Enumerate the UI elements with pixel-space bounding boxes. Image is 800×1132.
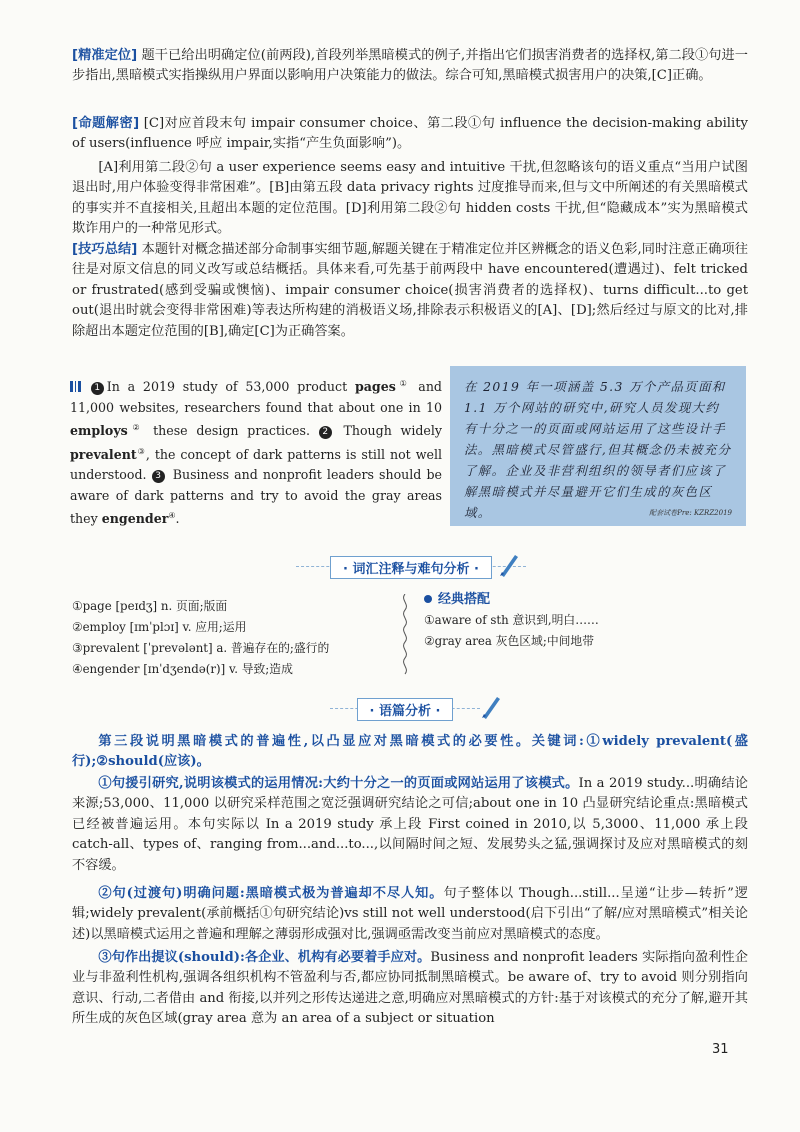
section-tag: [技巧总结] (72, 242, 138, 257)
passage-text: In a 2019 study of 53,000 product (106, 379, 355, 395)
vocab-item: ③prevalent [ˈprevələnt] a. 普遍存在的;盛行的 (72, 641, 330, 655)
analysis-sentence-2 (72, 884, 748, 945)
pen-icon (480, 693, 502, 719)
paragraph-question-decode (72, 114, 748, 155)
passage-text: Though widely (334, 423, 443, 439)
paragraph-distractors (72, 158, 748, 240)
page-number: 31 (712, 1042, 729, 1057)
paragraph-text: 题干已给出明确定位(前两段),首段列举黑暗模式的例子,并指出它们损害消费者的选择权,第二段①句进一步指出,黑暗模式实指操纵用户界面以影响用户决策能力的做法。综合可知,黑暗模式损害用户的决策,[C]正确。 (72, 48, 748, 84)
analysis-lead: ①句援引研究,说明该模式的运用情况:大约十分之一的页面或网站运用了该模式。 (98, 776, 579, 791)
vocab-word: pages (354, 379, 396, 395)
vocab-word: prevalent (70, 446, 137, 462)
ornamental-divider (400, 594, 410, 678)
analysis-text: 句子整体以 Though...still...呈递“让步—转折”逻辑;widely prevalent(承前概括①句研究结论)vs still not well understood(启下引出“了解/应对黑暗模式”相关论述)以黑暗模式运用之普遍和理解之薄弱形成强对比,强调亟需改变当前应对黑暗模式的态度。 (72, 886, 748, 942)
vocab-item: ④engender [ɪnˈdʒendə(r)] v. 导致;造成 (72, 662, 293, 676)
analysis-sentence-3 (72, 948, 748, 1030)
paragraph-text: [C]对应首段末句 impair consumer choice、第二段①句 influence the decision-making ability of users(influence 呼应 impair,实指“产生负面影响”)。 (72, 116, 748, 152)
sentence-number: 3 (152, 470, 165, 483)
bullet-icon (424, 595, 432, 603)
vocab-section-banner (296, 555, 526, 579)
paragraph-text: 本题针对概念描述部分命制事实细节题,解题关键在于精准定位并区辨概念的语义色彩,同时注意正确项往往是对原文信息的同义改写或总结概括。具体来看,可先基于前两段中 have encountered(遭遇过)、felt tricked or frustrated(感到受骗或懊恼)、impair consumer choice(损害消费者的选择权)、turns difficult...to get out(退出时就会变得非常困难)等表达所构建的消极语义场,排除表示积极语义的[A]、[D];然后经过与原文的比对,排除超出本题定位范围的[B],确定[C]为正确答案。 (72, 242, 748, 339)
vocab-word: employs (70, 423, 128, 439)
vocab-list (72, 596, 392, 680)
passage-text: . (175, 511, 180, 527)
analysis-text: Business and nonprofit leaders 实际指向盈利性企业与非盈利性机构,强调各组织机构不管盈利与否,都应协同抵制黑暗模式。be aware of、try to avoid 则分别指向意识、行动,二者借由 and 衔接,以并列之形传达递进之意,明确应对黑暗模式的方针:基于对该模式的充分了解,避开其所生成的灰色区域(gray area 意为 an area of a subject or situation (72, 950, 748, 1027)
section-tag: [命题解密] (72, 116, 140, 131)
sentence-number: 1 (91, 382, 104, 395)
vocab-item: ①page [peɪdʒ] n. 页面;版面 (72, 599, 228, 613)
collocation-title: 经典搭配 (438, 592, 491, 607)
passage-text: these design practices. (144, 423, 310, 439)
banner-title: · 语篇分析 · (357, 698, 454, 721)
analysis-text: In a 2019 study...明确结论来源;53,000、11,000 以研究采样范围之宽泛强调研究结论之可信;about one in 10 凸显研究结论重点:黑暗模式已经被普遍运用。本句实际以 In a 2019 study 承上段 First coined in 2010,以 5,3000、11,000 承上段 catch-all、types of、ranging from...and...to...,以间隔时间之短、发展势头之猛,强调探讨及应对黑暗模式的刻不容缓。 (72, 776, 748, 873)
footnote-mark: ④ (168, 511, 176, 520)
english-passage (70, 374, 442, 530)
collocation-section (424, 589, 744, 652)
translation-text: 在 2019 年一项涵盖 5.3 万个产品页面和 1.1 万个网站的研究中,研究人员发现大约有十分之一的页面或网站运用了这些设计手法。黑暗模式尽管盛行,但其概念仍未被充分了解。企业及非营利组织的领导者们应该了解黑暗模式并尽量避开它们生成的灰色区域。 (464, 379, 732, 520)
footnote-mark: ① (395, 379, 411, 388)
analysis-lead: ②句(过渡句)明确问题:黑暗模式极为普遍却不尽人知。 (98, 886, 444, 901)
translation-credit: 配套试卷Pre: KZRZ2019 (649, 509, 732, 517)
analysis-lead: ③句作出提议(should):各企业、机构有必要着手应对。 (98, 950, 431, 965)
discourse-section-banner (330, 697, 480, 721)
passage-text: Business and nonprofit leaders should be aware of dark patterns and try to avoid the gray areas they (70, 467, 442, 527)
pen-icon (498, 551, 520, 577)
collocation-item: ②gray area 灰色区域;中间地带 (424, 634, 595, 648)
passage-text: , the concept of dark patterns is still not well understood. (70, 446, 443, 483)
paragraph-marker-icon (70, 381, 81, 392)
banner-title: · 词汇注释与难句分析 · (330, 556, 492, 579)
paragraph-text: [A]利用第二段②句 a user experience seems easy and intuitive 干扰,但忽略该句的语义重点“当用户试图退出时,用户体验变得非常困难”。[B]由第五段 data privacy rights 过度推导而来,但与文中所阐述的有关黑暗模式的事实并不直接相关,且超出本题的定位范围。[D]利用第二段②句 hidden costs 干扰,但“隐藏成本”实为黑暗模式欺诈用户的一种常见形式。 (72, 160, 748, 237)
translation-box (450, 366, 746, 526)
paragraph-technique-summary (72, 240, 748, 342)
analysis-intro: 第三段说明黑暗模式的普遍性,以凸显应对黑暗模式的必要性。关键词:①widely prevalent(盛行);②should(应该)。 (72, 734, 748, 770)
collocation-item: ①aware of sth 意识到,明白…… (424, 613, 599, 627)
vocab-word: engender (101, 511, 169, 527)
paragraph-precise-location (72, 46, 748, 87)
section-tag: [精准定位] (72, 48, 138, 63)
passage-text: and 11,000 websites, researchers found that about one in 10 (70, 379, 442, 415)
vocab-item: ②employ [ɪmˈplɔɪ] v. 应用;运用 (72, 620, 247, 634)
footnote-mark: ② (127, 423, 145, 432)
analysis-sentence-1 (72, 774, 748, 876)
footnote-mark: ③ (136, 446, 146, 456)
sentence-number: 2 (319, 426, 332, 439)
